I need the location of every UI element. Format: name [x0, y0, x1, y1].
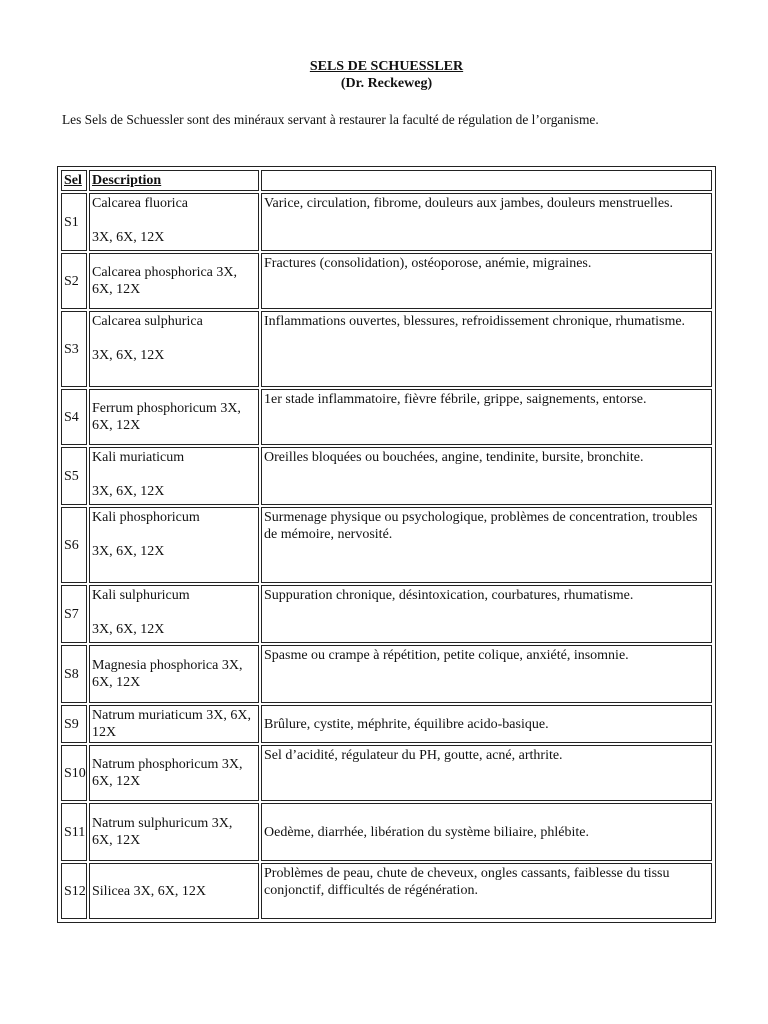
document-title: SELS DE SCHUESSLER [309, 59, 464, 74]
sel-code: S5 [61, 447, 87, 505]
sel-code: S4 [61, 389, 87, 445]
sel-code: S7 [61, 585, 87, 643]
salt-description [89, 705, 259, 743]
salt-description [89, 507, 259, 583]
salt-dosage: 3X, 6X, 12X [92, 622, 165, 637]
salt-dosage: 3X, 6X, 12X [92, 348, 165, 363]
sel-code: S9 [61, 705, 87, 743]
table-row [61, 705, 712, 743]
salt-name: Natrum muriaticum 3X, 6X, 12X [92, 708, 252, 740]
salt-indications: Oreilles bloquées ou bouchées, angine, tendinite, bursite, bronchite. [261, 447, 712, 505]
sel-code: S1 [61, 193, 87, 251]
salt-indications: Inflammations ouvertes, blessures, refroidissement chronique, rhumatisme. [261, 311, 712, 387]
sel-code: S8 [61, 645, 87, 703]
salt-name: Silicea 3X, 6X, 12X [92, 883, 206, 899]
table-row [61, 447, 712, 505]
salt-name: Kali phosphoricum [92, 510, 200, 525]
salt-indications: Oedème, diarrhée, libération du système biliaire, phlébite. [261, 803, 712, 861]
salts-table [59, 168, 714, 921]
salt-name: Natrum sulphuricum 3X, 6X, 12X [92, 816, 233, 848]
table-row [61, 253, 712, 309]
salt-indications: Suppuration chronique, désintoxication, courbatures, rhumatisme. [261, 585, 712, 643]
salt-description [89, 253, 259, 309]
sel-code: S11 [61, 803, 87, 861]
salt-indications: Brûlure, cystite, méphrite, équilibre acido-basique. [261, 705, 712, 743]
salt-indications: Surmenage physique ou psychologique, problèmes de concentration, troubles de mémoire, nervosité. [261, 507, 712, 583]
salt-description [89, 803, 259, 861]
title-block [0, 59, 768, 92]
salt-name: Kali sulphuricum [92, 588, 190, 603]
table-row [61, 745, 712, 801]
spacer [92, 466, 256, 483]
salt-dosage: 3X, 6X, 12X [92, 544, 165, 559]
salt-name: Ferrum phosphoricum 3X, 6X, 12X [92, 401, 241, 433]
salt-description [89, 193, 259, 251]
table-row [61, 803, 712, 861]
table-row [61, 645, 712, 703]
spacer [92, 604, 256, 621]
salt-name: Magnesia phosphorica 3X, 6X, 12X [92, 658, 243, 690]
salt-name: Natrum phosphoricum 3X, 6X, 12X [92, 757, 243, 789]
salt-indications: Varice, circulation, fibrome, douleurs aux jambes, douleurs menstruelles. [261, 193, 712, 251]
salt-description [89, 585, 259, 643]
salt-description [89, 645, 259, 703]
salt-indications: Fractures (consolidation), ostéoporose, anémie, migraines. [261, 253, 712, 309]
sel-code: S2 [61, 253, 87, 309]
header-description [89, 170, 259, 191]
salt-indications: Problèmes de peau, chute de cheveux, ongles cassants, faiblesse du tissu conjonctif, difficultés de régénération. [261, 863, 712, 919]
header-sel: Sel [61, 170, 87, 191]
table-row [61, 585, 712, 643]
table-row [61, 193, 712, 251]
spacer [92, 330, 256, 347]
sel-code: S10 [61, 745, 87, 801]
table-row [61, 507, 712, 583]
salt-indications: Sel d’acidité, régulateur du PH, goutte, acné, arthrite. [261, 745, 712, 801]
header-description-label: Description [92, 173, 162, 188]
salt-dosage: 3X, 6X, 12X [92, 484, 165, 499]
sel-code: S6 [61, 507, 87, 583]
sel-code: S3 [61, 311, 87, 387]
intro-paragraph: Les Sels de Schuessler sont des minéraux servant à restaurer la faculté de régulation de l’organisme. [62, 112, 599, 127]
salt-name: Kali muriaticum [92, 450, 185, 465]
spacer [92, 526, 256, 543]
table-header-row [61, 170, 712, 191]
salt-description [89, 447, 259, 505]
salt-name: Calcarea sulphurica [92, 314, 203, 329]
salt-description [89, 389, 259, 445]
sel-code: S12 [61, 863, 87, 919]
spacer [92, 212, 256, 229]
header-empty [261, 170, 712, 191]
table-row [61, 389, 712, 445]
salts-table-frame [57, 166, 716, 923]
salt-description [89, 745, 259, 801]
salt-description [89, 311, 259, 387]
table-row [61, 863, 712, 919]
salt-name: Calcarea phosphorica 3X, 6X, 12X [92, 265, 237, 297]
salt-name: Calcarea fluorica [92, 196, 188, 211]
document-subtitle: (Dr. Reckeweg) [340, 76, 433, 91]
salt-indications: 1er stade inflammatoire, fièvre fébrile, grippe, saignements, entorse. [261, 389, 712, 445]
salt-indications: Spasme ou crampe à répétition, petite colique, anxiété, insomnie. [261, 645, 712, 703]
table-row [61, 311, 712, 387]
salt-description [89, 863, 259, 919]
salt-dosage: 3X, 6X, 12X [92, 230, 165, 245]
